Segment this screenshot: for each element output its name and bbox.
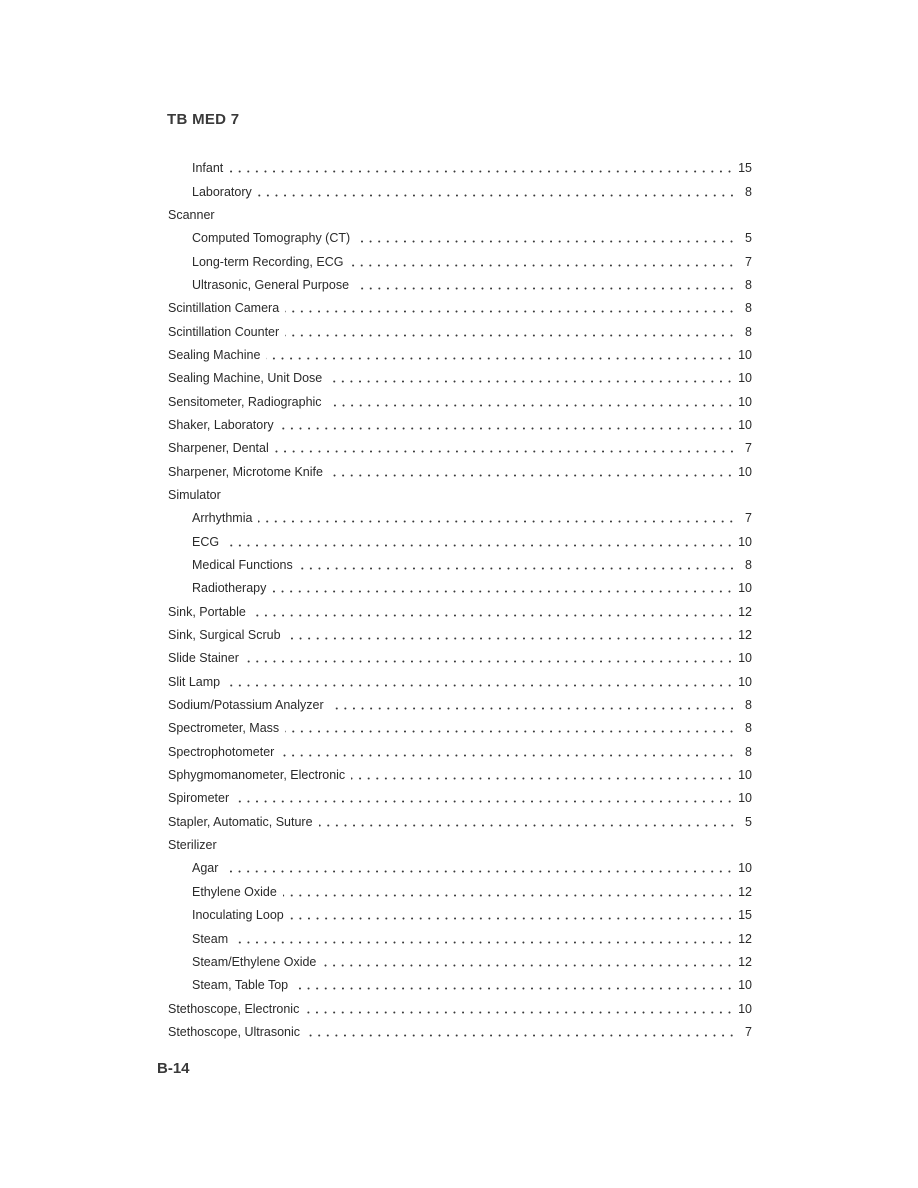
index-entry [168,531,752,554]
dot-leader [328,380,734,383]
entry-label: Sensitometer, Radiographic [168,391,328,414]
entry-page: 10 [734,998,752,1021]
index-list [168,157,752,1044]
dot-leader [329,474,734,477]
entry-page: 10 [734,577,752,600]
dot-leader [330,707,736,710]
entry-label: Stethoscope, Ultrasonic [168,1021,306,1044]
entry-label: Spectrophotometer [168,741,280,764]
entry-label: Shaker, Laboratory [168,414,280,437]
page-number: B-14 [157,1060,190,1077]
index-entry [168,227,752,250]
dot-leader [235,800,734,803]
entry-page: 10 [734,367,752,390]
entry-label: Steam, Table Top [192,974,294,997]
entry-label: Scanner [168,204,221,227]
entry-page: 12 [734,624,752,647]
index-entry [168,601,752,624]
index-entry [168,460,752,483]
entry-label: Steam [192,928,234,951]
dot-leader [322,964,734,967]
dot-leader [272,590,734,593]
index-entry [168,180,752,203]
index-entry [168,881,752,904]
index-entry [168,927,752,950]
index-entry [168,437,752,460]
entry-label: Steam/Ethylene Oxide [192,951,322,974]
entry-label: Spectrometer, Mass [168,717,285,740]
index-entry [168,507,752,530]
index-heading [168,204,752,227]
entry-label: Sodium/Potassium Analyzer [168,694,330,717]
index-entry [168,904,752,927]
index-entry [168,787,752,810]
entry-page: 10 [734,391,752,414]
index-entry [168,671,752,694]
entry-label: Sharpener, Microtome Knife [168,461,329,484]
dot-leader [299,567,736,570]
entry-page: 7 [736,437,752,460]
entry-page: 5 [736,811,752,834]
entry-page: 10 [734,671,752,694]
entry-label: Sphygmomanometer, Electronic [168,764,351,787]
index-entry [168,997,752,1020]
dot-leader [351,777,734,780]
entry-label: ECG [192,531,225,554]
dot-leader [245,660,734,663]
document-header: TB MED 7 [167,111,240,128]
entry-label: Infant [192,157,229,180]
dot-leader [356,240,736,243]
index-entry [168,717,752,740]
entry-page: 10 [734,344,752,367]
entry-page: 5 [736,227,752,250]
entry-label: Slide Stainer [168,647,245,670]
entry-label: Laboratory [192,181,258,204]
entry-page: 7 [736,507,752,530]
index-entry [168,250,752,273]
entry-page: 10 [734,974,752,997]
entry-label: Arrhythmia [192,507,258,530]
index-entry [168,694,752,717]
entry-label: Stapler, Automatic, Suture [168,811,319,834]
dot-leader [224,870,734,873]
index-entry [168,274,752,297]
entry-page: 7 [736,1021,752,1044]
dot-leader [258,194,736,197]
entry-label: Radiotherapy [192,577,272,600]
index-entry [168,741,752,764]
dot-leader [234,941,734,944]
entry-label: Inoculating Loop [192,904,290,927]
index-entry [168,554,752,577]
entry-label: Slit Lamp [168,671,226,694]
index-entry [168,577,752,600]
entry-page: 12 [734,928,752,951]
entry-page: 8 [736,321,752,344]
entry-page: 12 [734,951,752,974]
dot-leader [252,614,734,617]
entry-page: 15 [734,157,752,180]
index-entry [168,367,752,390]
entry-label: Ethylene Oxide [192,881,283,904]
index-entry [168,974,752,997]
index-entry [168,647,752,670]
dot-leader [287,637,735,640]
entry-page: 8 [736,181,752,204]
dot-leader [226,684,734,687]
dot-leader [306,1034,736,1037]
index-entry [168,857,752,880]
entry-page: 10 [734,764,752,787]
entry-page: 12 [734,601,752,624]
entry-label: Medical Functions [192,554,299,577]
index-entry [168,320,752,343]
entry-label: Scintillation Counter [168,321,285,344]
dot-leader [283,894,734,897]
entry-page: 12 [734,881,752,904]
dot-leader [280,427,734,430]
entry-label: Simulator [168,484,227,507]
dot-leader [275,450,736,453]
entry-label: Ultrasonic, General Purpose [192,274,355,297]
index-entry [168,297,752,320]
entry-label: Computed Tomography (CT) [192,227,356,250]
dot-leader [285,730,736,733]
dot-leader [349,264,736,267]
entry-label: Sink, Portable [168,601,252,624]
entry-page: 8 [736,741,752,764]
index-entry [168,344,752,367]
index-entry [168,624,752,647]
entry-page: 15 [734,904,752,927]
entry-page: 10 [734,647,752,670]
dot-leader [328,404,735,407]
entry-label: Sharpener, Dental [168,437,275,460]
entry-page: 10 [734,414,752,437]
dot-leader [258,520,736,523]
index-entry [168,811,752,834]
entry-label: Stethoscope, Electronic [168,998,305,1021]
dot-leader [266,357,734,360]
entry-page: 8 [736,717,752,740]
index-entry [168,157,752,180]
index-entry [168,764,752,787]
dot-leader [280,754,736,757]
dot-leader [290,917,734,920]
entry-page: 8 [736,274,752,297]
index-entry [168,1021,752,1044]
dot-leader [355,287,736,290]
entry-page: 10 [734,531,752,554]
dot-leader [294,987,734,990]
entry-page: 8 [736,554,752,577]
entry-page: 7 [736,251,752,274]
entry-label: Sterilizer [168,834,223,857]
dot-leader [305,1011,734,1014]
entry-label: Agar [192,857,224,880]
index-entry [168,951,752,974]
entry-page: 10 [734,857,752,880]
dot-leader [229,170,734,173]
entry-page: 10 [734,787,752,810]
entry-label: Sink, Surgical Scrub [168,624,287,647]
entry-page: 8 [736,297,752,320]
entry-label: Sealing Machine, Unit Dose [168,367,328,390]
entry-label: Long-term Recording, ECG [192,251,349,274]
dot-leader [225,544,734,547]
index-heading [168,484,752,507]
entry-page: 10 [734,461,752,484]
dot-leader [319,824,736,827]
dot-leader [285,310,736,313]
entry-label: Sealing Machine [168,344,266,367]
index-entry [168,414,752,437]
index-entry [168,390,752,413]
entry-page: 8 [736,694,752,717]
dot-leader [285,334,736,337]
index-heading [168,834,752,857]
entry-label: Scintillation Camera [168,297,285,320]
entry-label: Spirometer [168,787,235,810]
